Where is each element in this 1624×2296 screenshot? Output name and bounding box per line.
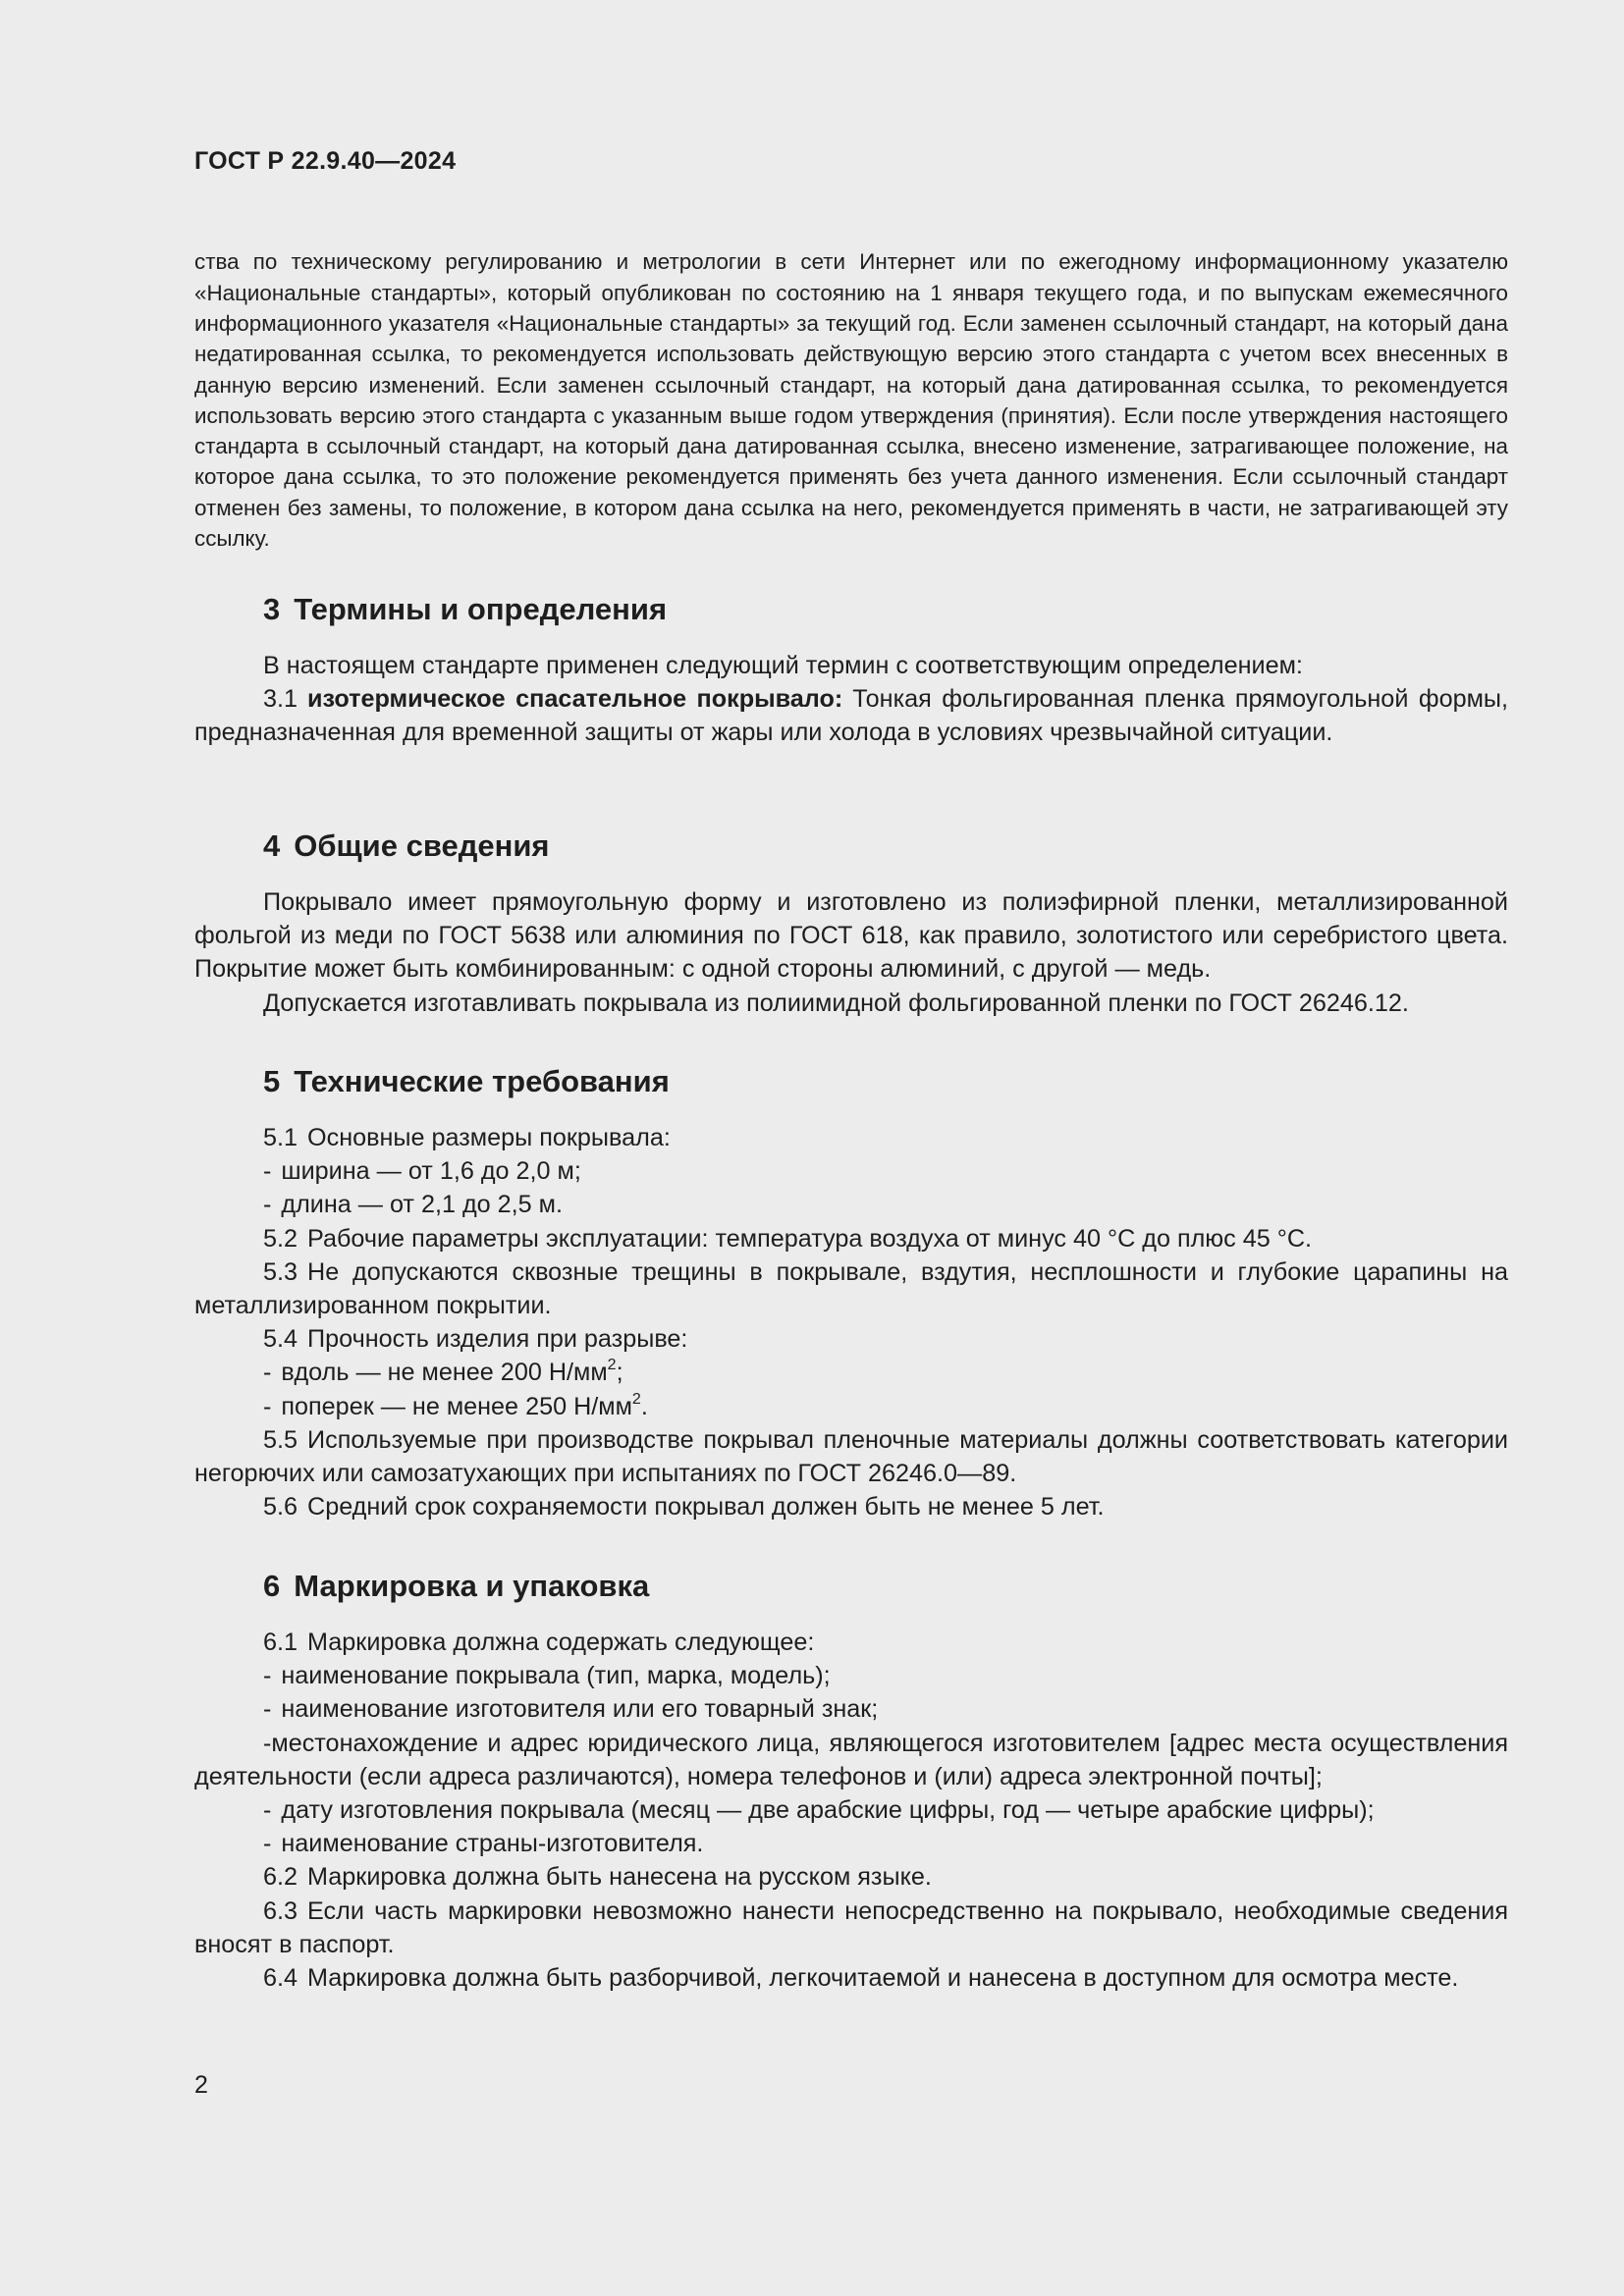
clause-5-3 <box>194 1255 1508 1322</box>
clause-text: Маркировка должна содержать следующее: <box>307 1629 815 1656</box>
clause-number: 5.2 <box>263 1224 298 1253</box>
list-item <box>194 1827 1508 1860</box>
list-item-text: вдоль — не менее 200 Н/мм <box>281 1359 608 1387</box>
section-general <box>194 827 1508 1020</box>
clause-text: Рабочие параметры эксплуатации: температура воздуха от минус 40 °С до плюс 45 °С. <box>307 1224 1313 1253</box>
clause-text: Прочность изделия при разрыве: <box>307 1325 688 1354</box>
superscript: 2 <box>607 1357 617 1374</box>
clause-number: 6.1 <box>263 1629 298 1656</box>
page-number: 2 <box>194 2071 208 2099</box>
list-dash: - <box>263 1392 272 1420</box>
punctuation: ; <box>616 1359 623 1387</box>
clause-6-3 <box>194 1895 1508 1961</box>
clause-number: 5.5 <box>263 1425 298 1454</box>
list-item <box>194 1188 1508 1221</box>
section-marking-packaging <box>194 1567 1508 1995</box>
section-title: Технические требования <box>294 1064 670 1098</box>
section-number: 3 <box>263 592 281 626</box>
clause-text: Не допускаются сквозные трещины в покрывале, вздутия, несплошности и глубокие царапины на металлизированном покрытии. <box>194 1257 1508 1320</box>
document-code: ГОСТ Р 22.9.40—2024 <box>194 147 457 175</box>
clause-5-4 <box>194 1322 1508 1356</box>
superscript: 2 <box>631 1390 641 1408</box>
clause-text: Используемые при производстве покрывал пленочные материалы должны соответствовать категории негорючих или самозатухающих при испытаниях по ГОСТ 26246.0—89. <box>194 1425 1508 1488</box>
list-item-text: наименование страны-изготовителя. <box>281 1830 704 1858</box>
clause-number: 5.4 <box>263 1325 298 1354</box>
clause-number: 6.2 <box>263 1863 298 1892</box>
list-dash: - <box>263 1359 272 1387</box>
section-title: Термины и определения <box>294 592 668 626</box>
clause-number: 5.6 <box>263 1493 298 1522</box>
clause-number: 3.1 <box>263 685 298 714</box>
list-item-text: длина — от 2,1 до 2,5 м. <box>281 1191 563 1219</box>
list-dash: - <box>263 1695 272 1724</box>
list-dash: - <box>263 1796 272 1825</box>
section-number: 5 <box>263 1064 281 1098</box>
clause-6-1 <box>194 1626 1508 1659</box>
clause-text: Маркировка должна быть нанесена на русском языке. <box>307 1863 932 1892</box>
section-heading <box>194 827 1508 866</box>
list-item <box>194 1356 1508 1389</box>
intro-paragraph: ства по техническому регулированию и метрологии в сети Интернет или по ежегодному информационному указателю «Национальные стандарты», который опубликован по состоянию на 1 января текущего года, и по выпускам ежемесячного информационного указателя «Национальные стандарты» за текущий год. Если заменен ссылочный стандарт, на который дана недатированная ссылка, то рекомендуется использовать действующую версию этого стандарта с учетом всех внесенных в данную версию изменений. Если заменен ссылочный стандарт, на который дана датированная ссылка, то рекомендуется использовать версию этого стандарта с указанным выше годом утверждения (принятия). Если после утверждения настоящего стандарта в ссылочный стандарт, на который дана датированная ссылка, внесено изменение, затрагивающее положение, на которое дана ссылка, то это положение рекомендуется применять без учета данного изменения. Если ссылочный стандарт отменен без замены, то положение, в котором дана ссылка на него, рекомендуется применять в части, не затрагивающей эту ссылку. <box>194 249 1508 552</box>
section-heading <box>194 1062 1508 1101</box>
list-item <box>194 1727 1508 1793</box>
clause-5-5 <box>194 1423 1508 1490</box>
definition-paragraph <box>194 682 1508 749</box>
defined-term: изотермическое спасательное покрывало: <box>307 685 843 714</box>
list-item-text: местонахождение и адрес юридического лица, являющегося изготовителем [адрес места осуществления деятельности (если адреса различаются), номера телефонов и (или) адреса электронной почты]; <box>194 1729 1508 1790</box>
list-dash: - <box>263 1662 272 1690</box>
section-heading <box>194 590 1508 629</box>
clause-text: Основные размеры покрывала: <box>307 1124 671 1151</box>
clause-5-2 <box>194 1222 1508 1255</box>
list-item <box>194 1793 1508 1827</box>
clause-5-6 <box>194 1490 1508 1523</box>
list-dash: - <box>263 1830 272 1858</box>
list-dash: - <box>263 1729 272 1757</box>
clause-text: Средний срок сохраняемости покрывал должен быть не менее 5 лет. <box>307 1493 1105 1522</box>
list-item <box>194 1659 1508 1692</box>
list-dash: - <box>263 1157 272 1186</box>
clause-number: 5.1 <box>263 1124 298 1151</box>
list-item-text: наименование изготовителя или его товарный знак; <box>281 1695 879 1724</box>
list-item <box>194 1154 1508 1188</box>
paragraph: Покрывало имеет прямоугольную форму и изготовлено из полиэфирной пленки, металлизированной фольгой из меди по ГОСТ 5638 или алюминия по ГОСТ 618, как правило, золотистого или серебристого цвета. Покрытие может быть комбинированным: с одной стороны алюминий, с другой — медь. <box>194 888 1508 984</box>
list-item-text: наименование покрывала (тип, марка, модель); <box>281 1662 831 1690</box>
clause-text: Если часть маркировки невозможно нанести непосредственно на покрывало, необходимые сведения вносят в паспорт. <box>194 1896 1508 1958</box>
clause-5-1 <box>194 1121 1508 1154</box>
section-technical-requirements <box>194 1062 1508 1523</box>
paragraph: Допускается изготавливать покрывала из полиимидной фольгированной пленки по ГОСТ 26246.12. <box>263 988 1409 1017</box>
clause-number: 6.3 <box>263 1896 298 1925</box>
list-item-text: ширина — от 1,6 до 2,0 м; <box>281 1157 581 1186</box>
clause-number: 6.4 <box>263 1964 298 1993</box>
section-title: Маркировка и упаковка <box>294 1569 650 1603</box>
clause-number: 5.3 <box>263 1257 298 1286</box>
list-item-text: поперек — не менее 250 Н/мм <box>281 1392 632 1420</box>
list-dash: - <box>263 1191 272 1219</box>
definition-text: Тонкая фольгированная пленка прямоугольной формы, предназначенная для временной защиты от жары или холода в условиях чрезвычайной ситуации. <box>194 685 1508 747</box>
section-title: Общие сведения <box>294 828 550 863</box>
list-item-text: дату изготовления покрывала (месяц — две арабские цифры, год — четыре арабские цифры); <box>281 1796 1375 1825</box>
list-item <box>194 1390 1508 1423</box>
clause-text: Маркировка должна быть разборчивой, легкочитаемой и нанесена в доступном для осмотра месте. <box>307 1964 1459 1993</box>
paragraph: В настоящем стандарте применен следующий термин с соответствующим определением: <box>263 652 1303 679</box>
punctuation: . <box>640 1392 648 1420</box>
section-number: 4 <box>263 828 281 863</box>
section-heading <box>194 1567 1508 1606</box>
list-item <box>194 1692 1508 1726</box>
section-terms <box>194 590 1508 750</box>
section-number: 6 <box>263 1569 281 1603</box>
clause-6-2 <box>194 1860 1508 1894</box>
clause-6-4 <box>194 1961 1508 1995</box>
